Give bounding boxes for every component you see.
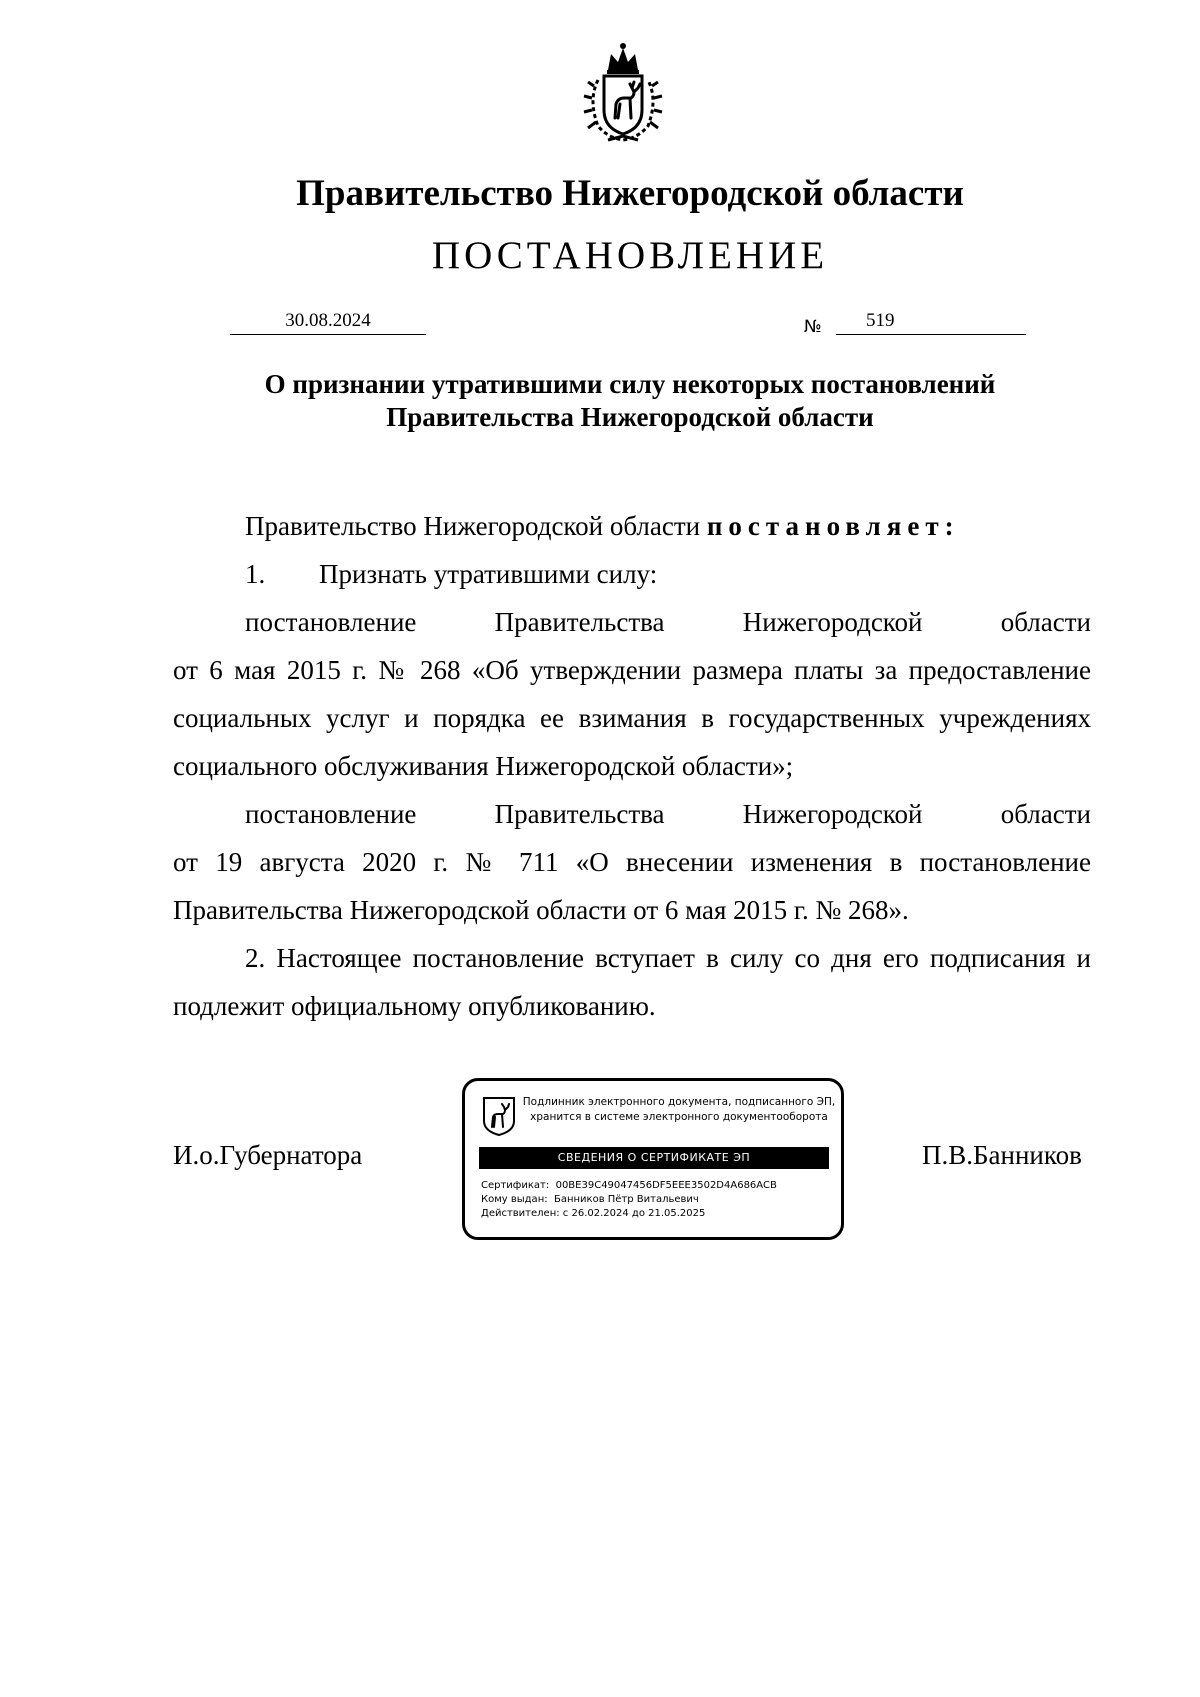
decree-1-word: области [1000,607,1091,637]
decree-1-word: постановление [245,607,417,637]
valid-value: с 26.02.2024 до 21.05.2025 [562,1208,706,1219]
preamble-colon: : [944,511,954,541]
item-1-text: Признать утратившими силу: [319,559,658,589]
decree-2-first-line [173,790,1091,838]
stamp-certificate-bar: СВЕДЕНИЯ О СЕРТИФИКАТЕ ЭП [479,1147,829,1169]
document-body [173,502,1091,1030]
signatory-position: И.о.Губернатора [173,1140,363,1170]
item-1-number: 1. [245,559,266,589]
issued-value: Банников Пётр Витальевич [553,1194,699,1205]
valid-label: Действителен: [481,1208,560,1219]
issued-row [481,1193,777,1207]
document-date: 30.08.2024 [230,310,426,335]
certificate-label: Сертификат: [481,1180,550,1191]
coat-of-arms-icon [568,40,678,150]
electronic-signature-stamp [462,1078,844,1240]
document-number-field [836,310,1026,335]
number-sign: № [804,317,822,337]
decree-1-word: Нижегородской [742,607,923,637]
decree-1-first-line [173,598,1091,646]
document-number: 519 [866,310,895,331]
subject-line-2: Правительства Нижегородской области [386,402,874,432]
signatory-name: П.В.Банников [922,1140,1082,1170]
stamp-header [521,1095,837,1125]
document-type: ПОСТАНОВЛЕНИЕ [431,234,829,277]
certificate-row [481,1179,777,1193]
subject-line-1: О признании утратившими силу некоторых постановлений [264,369,996,399]
preamble-spaced-word: постановляет [706,511,945,541]
decree-2-text: от 19 августа 2020 г. № 711 «О внесении изменения в постановление Правительства Нижегородской области от 6 мая 2015 г. № 268». [173,847,1091,925]
preamble-text: Правительство Нижегородской области [245,511,707,541]
decree-2-word: постановление [245,799,417,829]
decree-2-word: Нижегородской [742,799,923,829]
item-1 [173,550,1091,598]
deer-emblem-icon [481,1095,517,1137]
certificate-value: 00BE39C49047456DF5EEE3502D4A686ACB [555,1180,777,1191]
organization-title: Правительство Нижегородской области [296,173,964,214]
stamp-header-line-2: хранится в системе электронного документооборота [530,1111,828,1123]
decree-2-word: Правительства [494,799,665,829]
decree-1-text: от 6 мая 2015 г. № 268 «Об утверждении размера платы за предоставление социальных услуг и порядка ее взимания в государственных учреждениях социального обслуживания Нижегородской области»; [173,655,1091,781]
document-subject [0,368,1200,434]
stamp-header-line-1: Подлинник электронного документа, подписанного ЭП, [522,1096,836,1108]
decree-2-word: области [1000,799,1091,829]
preamble [173,502,1091,550]
item-2: 2. Настоящее постановление вступает в силу со дня его подписания и подлежит официальному опубликованию. [173,943,1091,1021]
valid-row [481,1207,777,1221]
issued-label: Кому выдан: [481,1194,548,1205]
stamp-certificate-details [481,1179,777,1221]
decree-1-word: Правительства [494,607,665,637]
